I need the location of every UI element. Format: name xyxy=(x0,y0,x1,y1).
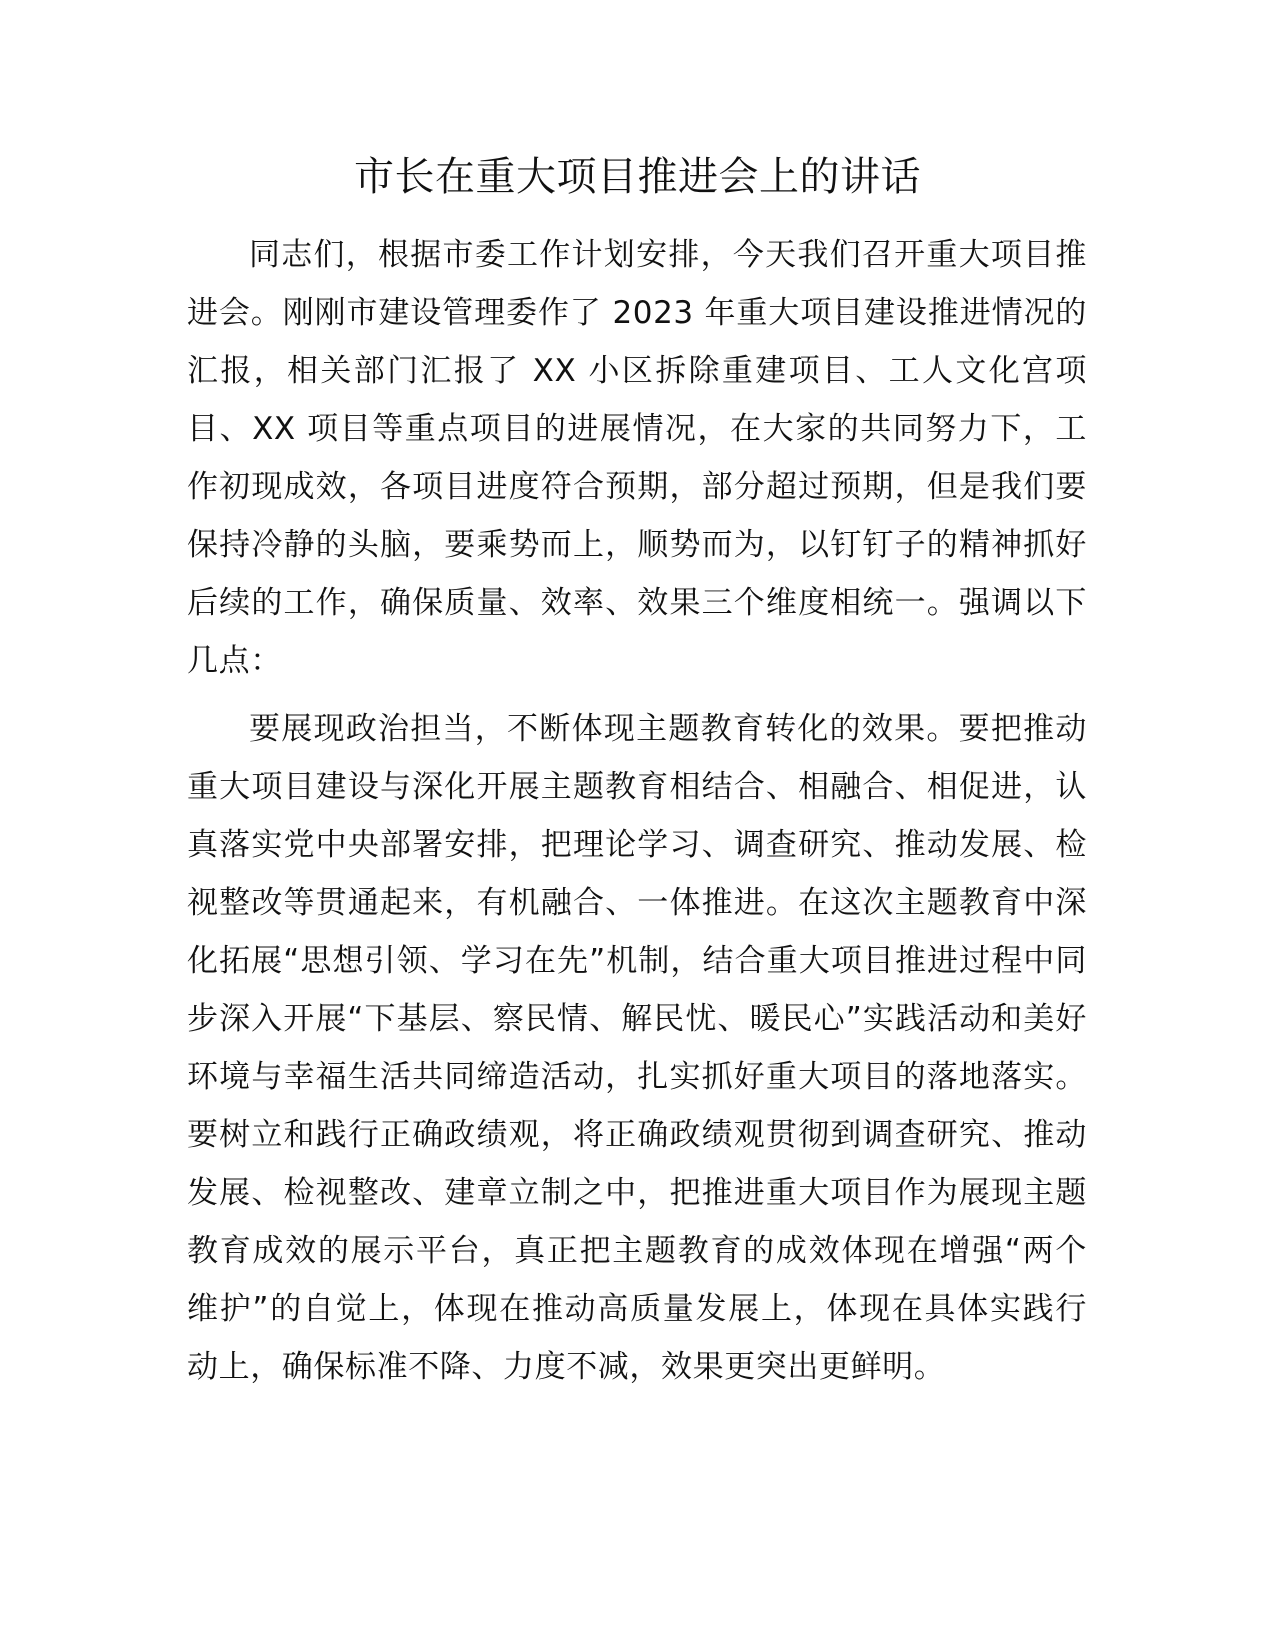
document-body xyxy=(187,226,1087,1406)
paragraph-political-responsibility: 要展现政治担当，不断体现主题教育转化的效果。要把推动重大项目建设与深化开展主题教育相结合、相融合、相促进，认真落实党中央部署安排，把理论学习、调查研究、推动发展、检视整改等贯通起来，有机融合、一体推进。在这次主题教育中深化拓展“思想引领、学习在先”机制，结合重大项目推进过程中同步深入开展“下基层、察民情、解民忧、暖民心”实践活动和美好环境与幸福生活共同缔造活动，扎实抓好重大项目的落地落实。要树立和践行正确政绩观，将正确政绩观贯彻到调查研究、推动发展、检视整改、建章立制之中，把推进重大项目作为展现主题教育成效的展示平台，真正把主题教育的成效体现在增强“两个维护”的自觉上，体现在推动高质量发展上，体现在具体实践行动上，确保标准不降、力度不减，效果更突出更鲜明。 xyxy=(187,711,1087,1385)
paragraph-opening: 同志们，根据市委工作计划安排，今天我们召开重大项目推进会。刚刚市建设管理委作了 2023 年重大项目建设推进情况的汇报，相关部门汇报了 XX 小区拆除重建项目、工人文化宫项目、XX 项目等重点项目的进展情况，在大家的共同努力下，工作初现成效，各项目进度符合预期，部分超过预期，但是我们要保持冷静的头脑，要乘势而上，顺势而为，以钉钉子的精神抓好后续的工作，确保质量、效率、效果三个维度相统一。强调以下几点： xyxy=(187,237,1087,679)
document-title: 市长在重大项目推进会上的讲话 xyxy=(354,154,921,200)
